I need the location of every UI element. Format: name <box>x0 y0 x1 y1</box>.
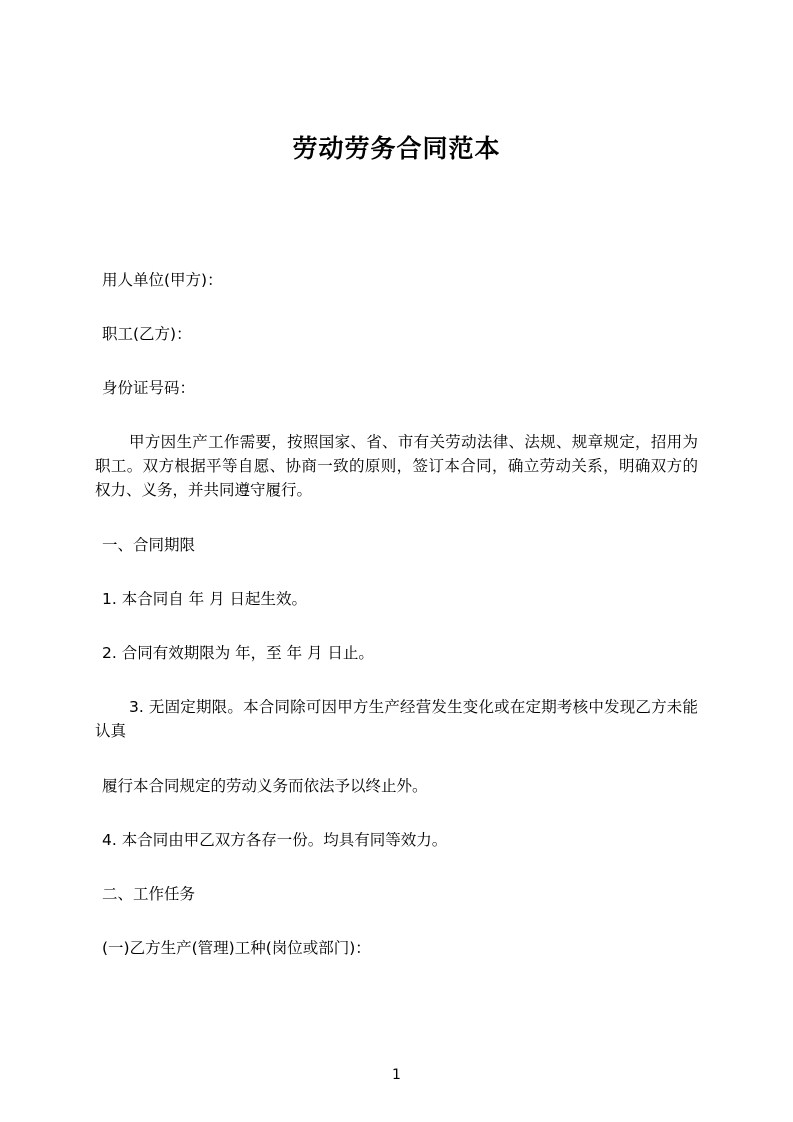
heading-section-two: 二、工作任务 <box>102 884 196 903</box>
paragraph-employer: 用人单位(甲方)： <box>102 270 223 289</box>
paragraph-clause-1-4: 4. 本合同由甲乙双方各存一份。均具有同等效力。 <box>102 830 448 849</box>
page-title: 劳动劳务合同范本 <box>292 134 501 163</box>
heading-section-one: 一、合同期限 <box>102 535 196 554</box>
paragraph-clause-1-3-continued: 履行本合同规定的劳动义务而依法予以终止外。 <box>102 776 428 795</box>
document-body <box>0 268 793 960</box>
page-number: 1 <box>392 1067 401 1083</box>
paragraph-employee: 职工(乙方)： <box>102 324 192 343</box>
paragraph-id-number: 身份证号码： <box>102 378 196 397</box>
paragraph-clause-2-1: (一)乙方生产(管理)工种(岗位或部门)： <box>102 938 371 957</box>
paragraph-preamble: 甲方因生产工作需要，按照国家、省、市有关劳动法律、法规、规章规定，招用为职工。双方根据平等自愿、协商一致的原则，签订本合同，确立劳动关系，明确双方的权力、义务，并共同遵守履行。 <box>95 432 698 499</box>
paragraph-clause-1-1: 1. 本合同自 年 月 日起生效。 <box>102 589 307 608</box>
paragraph-clause-1-3: 3. 无固定期限。本合同除可因甲方生产经营发生变化或在定期考核中发现乙方未能认真 <box>95 697 698 740</box>
paragraph-clause-1-2: 2. 合同有效期限为 年，至 年 月 日止。 <box>102 643 374 662</box>
